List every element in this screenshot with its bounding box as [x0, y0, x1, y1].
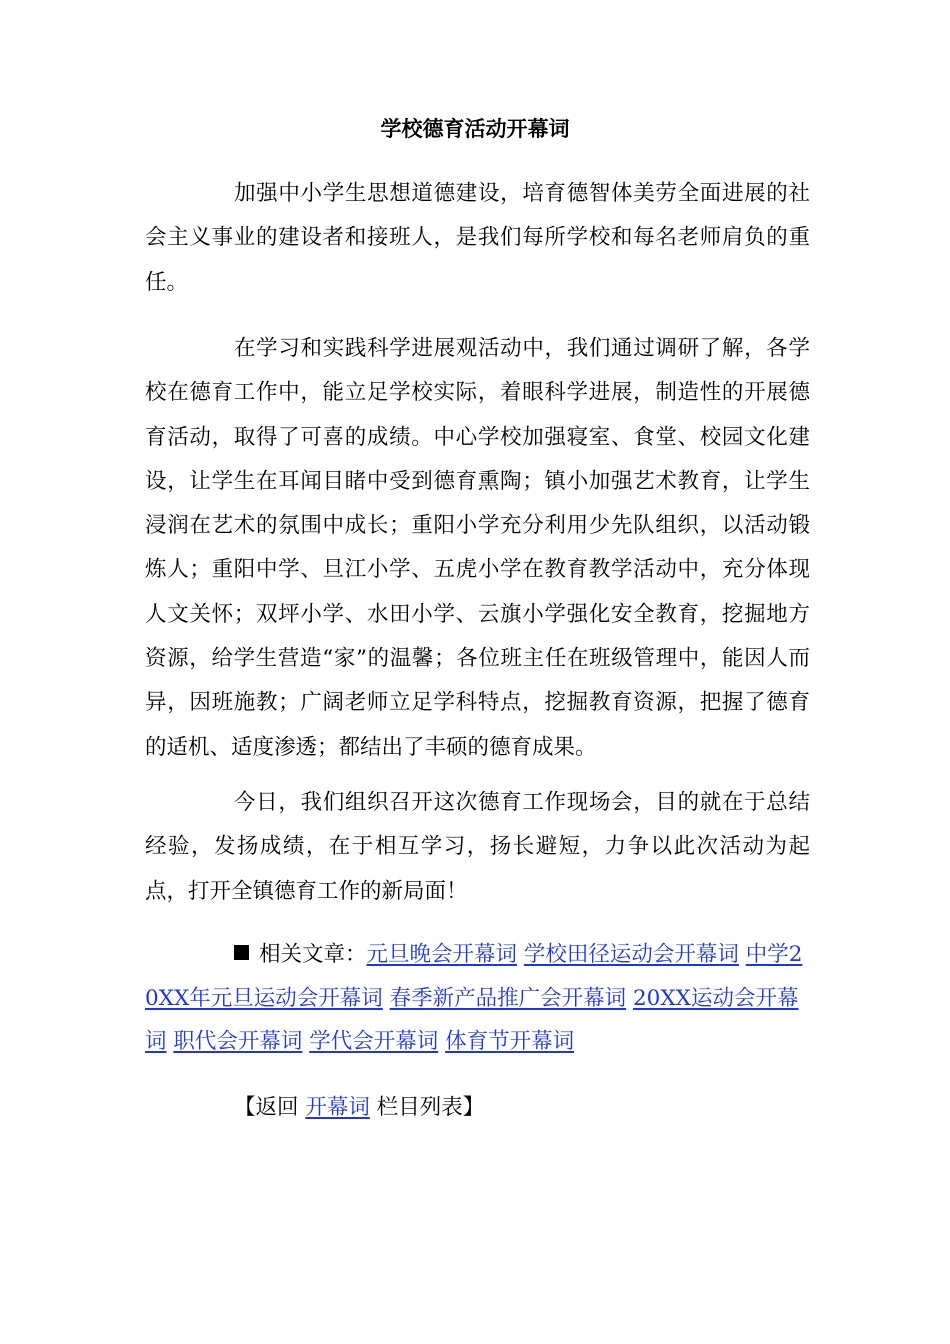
- related-link-6[interactable]: 职代会开幕词: [173, 1029, 303, 1055]
- back-category-link[interactable]: 开幕词: [305, 1095, 370, 1120]
- paragraph-2: 在学习和实践科学进展观活动中，我们通过调研了解，各学校在德育工作中，能立足学校实际，着眼科学进展，制造性的开展德育活动，取得了可喜的成绩。中心学校加强寝室、食堂、校园文化建设，让学生在耳闻目睹中受到德育熏陶；镇小加强艺术教育，让学生浸润在艺术的氛围中成长；重阳小学充分利用少先队组织，以活动锻炼人；重阳中学、旦江小学、五虎小学在教育教学活动中，充分体现人文关怀；双坪小学、水田小学、云旗小学强化安全教育，挖掘地方资源，给学生营造“家”的温馨；各位班主任在班级管理中，能因人而异，因班施教；广阔老师立足学科特点，挖掘教育资源，把握了德育的适机、适度渗透；都结出了丰硕的德育成果。: [145, 336, 810, 760]
- related-articles: [145, 933, 810, 1064]
- related-label: 相关文章：: [259, 942, 367, 967]
- back-prefix: 【返回: [234, 1095, 299, 1120]
- related-link-5[interactable]: 20XX运动会开幕词: [145, 985, 799, 1055]
- related-link-7[interactable]: 学代会开幕词: [309, 1029, 439, 1055]
- back-to-list: [234, 1086, 484, 1130]
- related-link-1[interactable]: 元旦晚会开幕词: [366, 942, 518, 967]
- document-title: 学校德育活动开幕词: [380, 116, 570, 141]
- paragraph-3: 今日，我们组织召开这次德育工作现场会，目的就在于总结经验，发扬成绩，在于相互学习，扬长避短，力争以此次活动为起点，打开全镇德育工作的新局面！: [145, 790, 810, 904]
- back-suffix: 栏目列表】: [376, 1095, 485, 1120]
- related-link-8[interactable]: 体育节开幕词: [445, 1029, 575, 1055]
- related-link-3[interactable]: 中学20XX年元旦运动会开幕词: [145, 942, 803, 1011]
- square-bullet-icon: [234, 945, 249, 960]
- paragraph-1: 加强中小学生思想道德建设，培育德智体美劳全面进展的社会主义事业的建设者和接班人，是我们每所学校和每名老师肩负的重任。: [145, 181, 810, 295]
- related-link-2[interactable]: 学校田径运动会开幕词: [523, 942, 739, 967]
- related-link-4[interactable]: 春季新产品推广会开幕词: [389, 985, 627, 1011]
